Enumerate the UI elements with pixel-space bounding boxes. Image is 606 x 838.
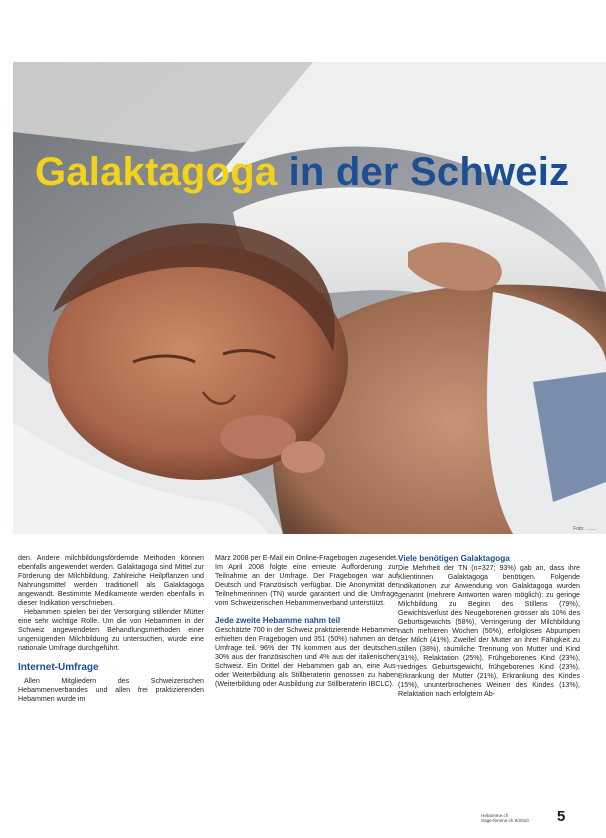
page-number: 5	[557, 808, 566, 825]
newborn-breastfeeding-image	[13, 62, 606, 534]
column-1-paragraph-1: den. Andere milchbildungsfördernde Methoden können ebenfalls angewendet werden. Galaktagoga sind Mittel zur Förderung der Milchbildung. Zahlreiche Heilpflanzen und Nahrungsmittel werden traditionell als Galaktagoga angewandt. Bestimmte Medikamente werden ebenfalls in dieser Indikation verschrieben.	[18, 554, 204, 607]
footer-publication	[481, 813, 529, 824]
page-headline	[35, 150, 569, 195]
article-column-3	[398, 554, 580, 699]
column-3-paragraph-1: Die Mehrheit der TN (n=327; 93%) gab an, dass ihre Klientinnen Galaktagoga benötigen. Folgende Indikationen zur Anwendung von Galaktagoga wurden genannt (mehrere Antworten waren möglich): zu geringe Milchbildung zu Beginn des Stillens (79%), Gewichtsverlust des Neugeborenen grösser als 10% des Geburtsgewichts (58%), Verringerung der Milchbildung nach mehreren Wochen (50%), erfolgloses Abpumpen der Milch (41%), Zweifel der Mutter an ihrer Fähigkeit zu stillen (38%), räumliche Trennung von Mutter und Kind (31%), Relaktation (25%), Frühgeborenes Kind (23%), niedriges Geburtsgewicht, frühgeborenes Kind (23%), Erkrankung der Mutter (21%), Erkrankung des Kindes (15%), ununterbrochenes Weinen des Kindes (13%), Relaktation nach erfolgtem Ab-	[398, 564, 580, 698]
article-column-1	[18, 554, 204, 704]
column-1-paragraph-2: Hebammen spielen bei der Versorgung stillender Mütter eine sehr wichtige Rolle. Um die von Hebammen in der Schweiz angewendeten Behandlungsmethoden einer ungenügenden Milchbildung zu untersuchen, wurde eine nationale Umfrage durchgeführt.	[18, 608, 204, 652]
column-2-paragraph-2: Geschätzte 700 in der Schweiz praktizierende Hebammen erhielten den Fragebogen und 351 (50%) nahmen an der Umfrage teil. 96% der TN kommen aus der deutschen, 30% aus der französischen und 4% aus der italienischen Schweiz. Ein Drittel der Hebammen gab an, eine Aus- oder Weiterbildung als Stillberaterin genossen zu haben (Weiterbildung oder Ausbildung zur Stillberaterin IBCLC).	[215, 626, 398, 688]
footer-publication-line-2: Sage-femme.ch 9/2010	[481, 818, 529, 824]
headline-rest: in der Schweiz	[277, 150, 570, 194]
hero-photo	[13, 62, 606, 534]
headline-accent-word: Galaktagoga	[35, 150, 278, 194]
section-heading-jede-zweite-hebamme: Jede zweite Hebamme nahm teil	[215, 616, 341, 625]
photo-credit: Foto: ……	[573, 526, 596, 532]
column-1-paragraph-3: Allen Mitgliedern des Schweizerischen Hebammenverbandes und allen frei praktizierenden Hebammen wurde im	[18, 677, 204, 703]
column-2-paragraph-1: März 2008 per E-Mail ein Online-Fragebogen zugesendet. Im April 2008 folgte eine erneute Aufforderung zur Teilnahme an der Umfrage. Der Fragebogen war auf Deutsch und Französisch verfügbar. Die Anonymität der Teilnehmerinnen (TN) wurde garantiert und die Umfrage vom Schweizerischen Hebammenverband unterstützt.	[215, 554, 398, 607]
footer-publication-line-1: Hebamme.ch	[481, 813, 509, 818]
section-heading-viele-benoetigen: Viele benötigen Galaktagoga	[398, 554, 510, 563]
section-heading-internet-umfrage: Internet-Umfrage	[18, 662, 99, 673]
article-column-2	[215, 554, 398, 689]
